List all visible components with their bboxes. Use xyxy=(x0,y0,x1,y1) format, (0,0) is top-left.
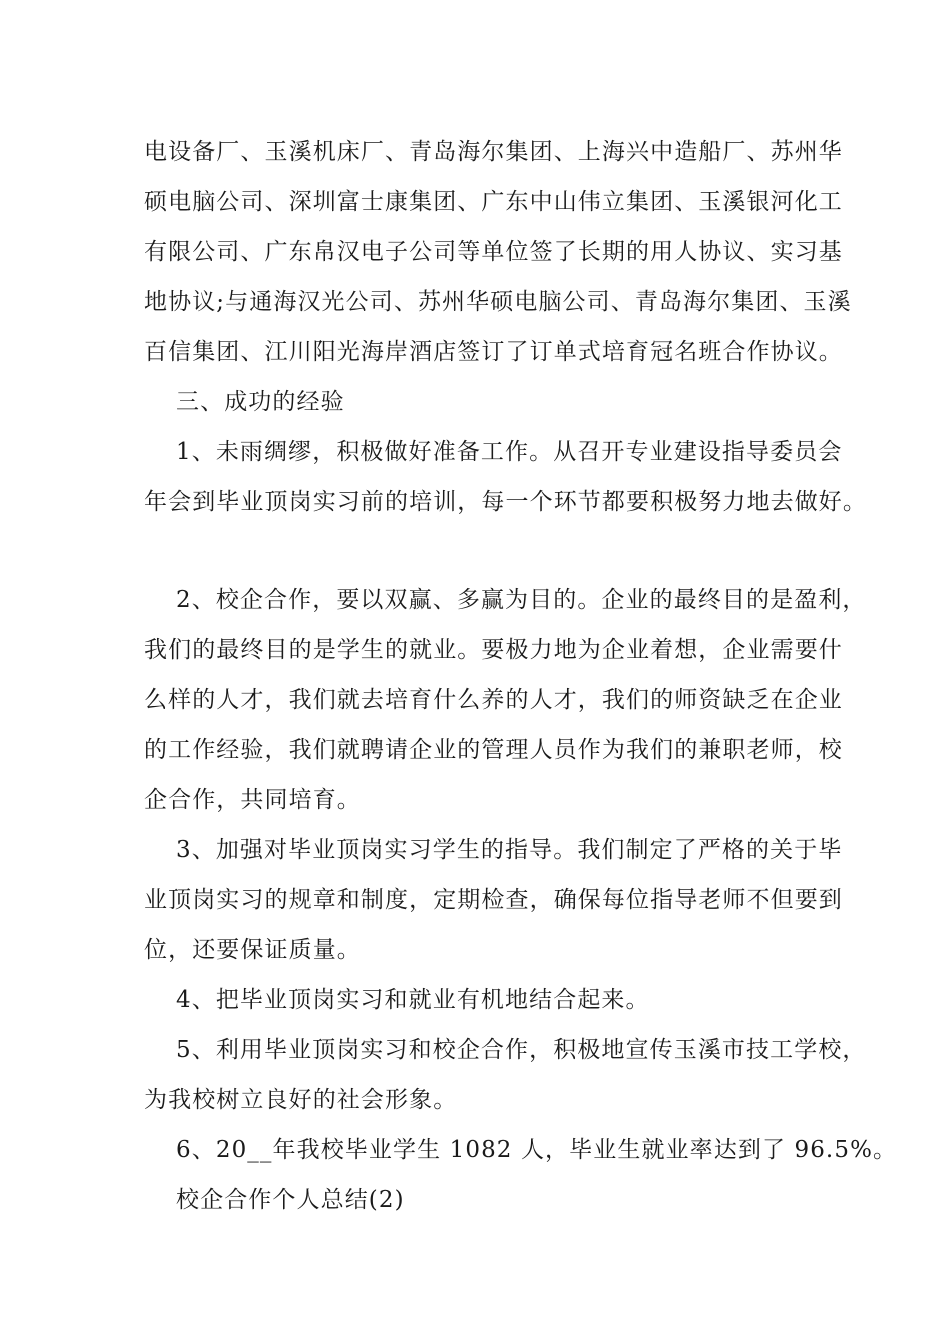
text-line: 地协议;与通海汉光公司、苏州华硕电脑公司、青岛海尔集团、玉溪 xyxy=(144,289,852,315)
text-line: 百信集团、江川阳光海岸酒店签订了订单式培育冠名班合作协议。 xyxy=(144,339,843,365)
text-line: 么样的人才，我们就去培育什么养的人才，我们的师资缺乏在企业 xyxy=(144,687,843,713)
text-line: 业顶岗实习的规章和制度，定期检查，确保每位指导老师不但要到 xyxy=(144,887,843,913)
text-line: 位，还要保证质量。 xyxy=(144,937,361,963)
section-heading: 三、成功的经验 xyxy=(176,389,345,415)
text-line: 的工作经验，我们就聘请企业的管理人员作为我们的兼职老师，校 xyxy=(144,737,843,763)
text-line: 年会到毕业顶岗实习前的培训，每一个环节都要积极努力地去做好。 xyxy=(144,489,867,515)
text-line: 我们的最终目的是学生的就业。要极力地为企业着想，企业需要什 xyxy=(144,637,843,663)
text-line: 5、利用毕业顶岗实习和校企合作，积极地宣传玉溪市技工学校， xyxy=(176,1037,867,1063)
text-line: 2、校企合作，要以双赢、多赢为目的。企业的最终目的是盈利， xyxy=(176,587,867,613)
text-line: 硕电脑公司、深圳富士康集团、广东中山伟立集团、玉溪银河化工 xyxy=(144,189,843,215)
text-line: 3、加强对毕业顶岗实习学生的指导。我们制定了严格的关于毕 xyxy=(176,837,843,863)
text-line: 为我校树立良好的社会形象。 xyxy=(144,1087,458,1113)
text-line: 有限公司、广东帛汉电子公司等单位签了长期的用人协议、实习基 xyxy=(144,239,843,265)
text-line: 6、20__年我校毕业学生 1082 人，毕业生就业率达到了 96.5%。 xyxy=(176,1137,898,1163)
section-heading: 校企合作个人总结(2) xyxy=(176,1187,405,1213)
text-line: 电设备厂、玉溪机床厂、青岛海尔集团、上海兴中造船厂、苏州华 xyxy=(144,139,843,165)
text-line: 1、未雨绸缪，积极做好准备工作。从召开专业建设指导委员会 xyxy=(176,439,843,465)
text-line: 4、把毕业顶岗实习和就业有机地结合起来。 xyxy=(176,987,650,1013)
text-line: 企合作，共同培育。 xyxy=(144,787,361,813)
